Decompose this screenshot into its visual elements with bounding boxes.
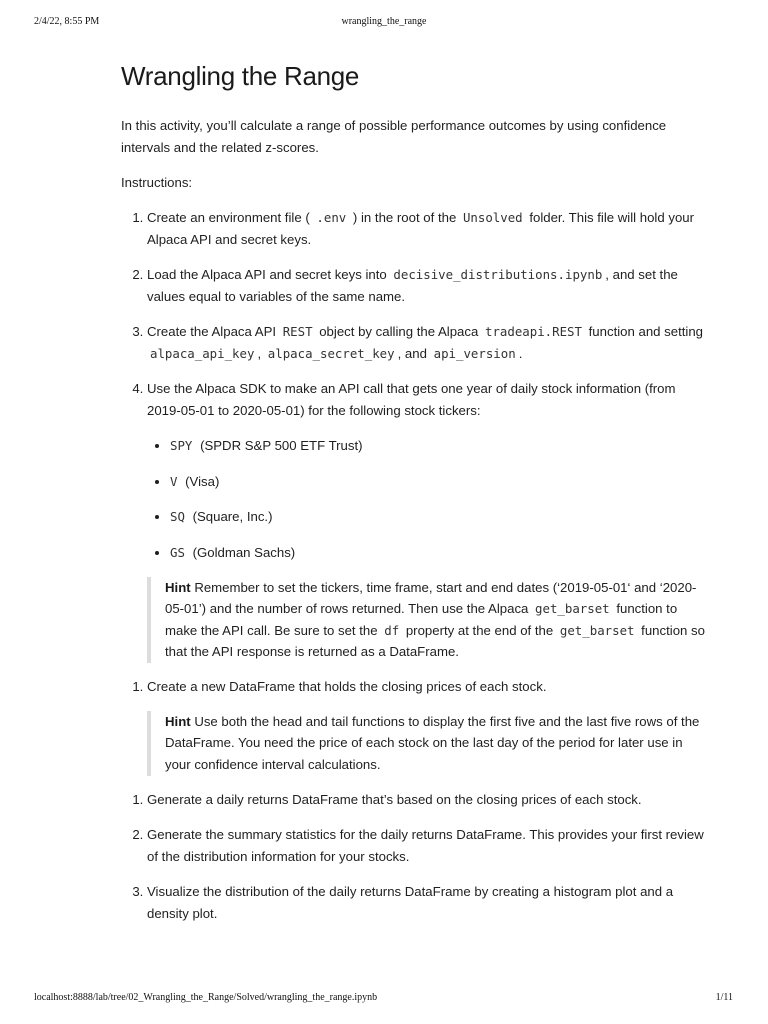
- inline-code: alpaca_secret_key: [267, 346, 395, 361]
- list-item: 4. Use the Alpaca SDK to make an API call that gets one year of daily stock information (from 2019-05-01 to 2020-05-01) for the following stock tickers: • SPY (SPDR S&P 500 ETF Trust) • V (Visa) • SQ (Square, Inc.) • GS (Goldman Sachs): [147, 378, 711, 564]
- page-number: 1/11: [715, 992, 733, 1003]
- ticker-symbol: SPY: [170, 438, 193, 453]
- document-body: [121, 58, 711, 925]
- inline-code: tradeapi.REST: [484, 324, 582, 339]
- ticker-item: • GS (Goldman Sachs): [170, 542, 711, 564]
- inline-code: get_barset: [535, 601, 610, 617]
- list-item: 3. Create the Alpaca API REST object by calling the Alpaca tradeapi.REST function and setting alpaca_api_key , alpaca_secret_key , and api_version .: [147, 321, 711, 365]
- inline-code: api_version: [433, 346, 516, 361]
- list-item: 2. Load the Alpaca API and secret keys into decisive_distributions.ipynb , and set the values equal to variables of the same name.: [147, 264, 711, 308]
- ticker-symbol: V: [170, 473, 178, 489]
- ticker-symbol: GS: [170, 544, 185, 560]
- print-datetime: 2/4/22, 8:55 PM: [34, 16, 100, 27]
- intro-paragraph: In this activity, you’ll calculate a range of possible performance outcomes by using confidence intervals and the related z-scores.: [121, 118, 667, 155]
- inline-code: decisive_distributions.ipynb: [393, 267, 603, 282]
- hint-label: Hint: [165, 579, 191, 595]
- list-item: 3. Visualize the distribution of the daily returns DataFrame by creating a histogram plot and a density plot.: [147, 881, 711, 925]
- ticker-item: • SPY (SPDR S&P 500 ETF Trust): [170, 435, 711, 457]
- list-item: 2. Generate the summary statistics for the daily returns DataFrame. This provides your first review of the distribution information for your stocks.: [147, 824, 711, 868]
- list-item: 1. Create an environment file ( .env ) in the root of the Unsolved folder. This file will hold your Alpaca API and secret keys.: [147, 207, 711, 251]
- list-item: 1. Generate a daily returns DataFrame that’s based on the closing prices of each stock.: [147, 789, 711, 811]
- instructions-list: [121, 676, 711, 698]
- print-url: localhost:8888/lab/tree/02_Wrangling_the_Range/Solved/wrangling_the_range.ipynb: [34, 992, 378, 1003]
- print-title: wrangling_the_range: [341, 16, 427, 27]
- print-header: [0, 16, 768, 30]
- hint-block: Hint Remember to set the tickers, time frame, start and end dates (‘2019-05-01‘ and ‘2020-05-01’) and the number of rows returned. Then use the Alpaca get_barset function to make the API call. Be sure to set the df property at the end of the get_barset function so that the API response is returned as a DataFrame.: [147, 577, 711, 663]
- instructions-label: Instructions:: [121, 175, 193, 190]
- print-footer: [0, 992, 768, 1006]
- ticker-symbol: SQ: [170, 509, 185, 524]
- ticker-item: • SQ (Square, Inc.): [170, 506, 711, 528]
- inline-code: get_barset: [559, 622, 635, 638]
- inline-code: REST: [282, 324, 313, 339]
- hint-label: Hint: [165, 713, 191, 729]
- inline-code: Unsolved: [462, 210, 523, 225]
- hint-block: Hint Use both the head and tail functions to display the first five and the last five rows of the DataFrame. You need the price of each stock on the last day of the period for later use in your confidence interval calculations.: [147, 711, 711, 776]
- inline-code: alpaca_api_key: [150, 346, 255, 361]
- inline-code: .env: [316, 210, 347, 225]
- page-title: Wrangling the Range: [121, 61, 360, 91]
- list-item: 1. Create a new DataFrame that holds the closing prices of each stock.: [147, 676, 711, 698]
- instructions-list: [121, 207, 711, 564]
- instructions-list: [121, 789, 711, 925]
- ticker-list: [147, 435, 711, 564]
- ticker-item: • V (Visa): [170, 471, 711, 493]
- inline-code: df: [384, 622, 400, 638]
